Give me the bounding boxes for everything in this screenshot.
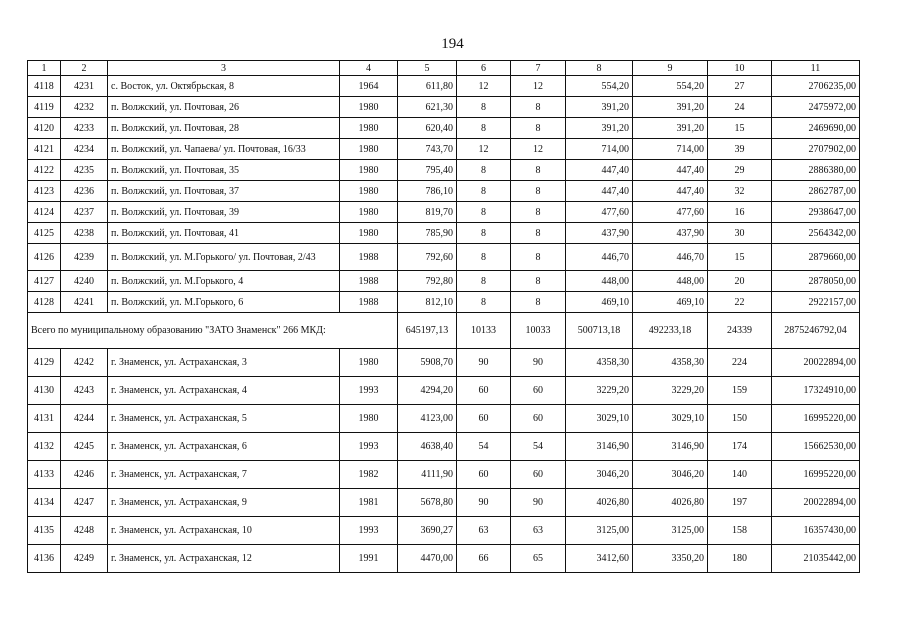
table-cell: 4246 xyxy=(61,461,108,489)
table-cell: 1980 xyxy=(340,223,398,244)
table-cell: 24 xyxy=(708,97,772,118)
table-cell: 8 xyxy=(511,271,566,292)
table-cell: 792,60 xyxy=(398,244,457,271)
table-cell: 12 xyxy=(457,76,511,97)
table-cell: 447,40 xyxy=(566,160,633,181)
table-cell: 54 xyxy=(511,433,566,461)
table-cell: 1980 xyxy=(340,118,398,139)
table-cell: 4111,90 xyxy=(398,461,457,489)
table-cell: 16357430,00 xyxy=(772,517,860,545)
table-cell: 8 xyxy=(511,118,566,139)
table-cell: 792,80 xyxy=(398,271,457,292)
table-cell: 554,20 xyxy=(633,76,708,97)
table-cell: 620,40 xyxy=(398,118,457,139)
table-cell: 3690,27 xyxy=(398,517,457,545)
table-cell: 8 xyxy=(457,244,511,271)
table-cell: 4026,80 xyxy=(633,489,708,517)
table-cell: 3125,00 xyxy=(566,517,633,545)
table-cell: 60 xyxy=(511,461,566,489)
table-cell: 1980 xyxy=(340,349,398,377)
table-cell: 1991 xyxy=(340,545,398,573)
table-row xyxy=(28,545,860,573)
table-cell: 30 xyxy=(708,223,772,244)
table-cell: 4119 xyxy=(28,97,61,118)
table-cell: 446,70 xyxy=(566,244,633,271)
table-cell: 8 xyxy=(511,223,566,244)
table-cell: 8 xyxy=(457,160,511,181)
table-cell: 4232 xyxy=(61,97,108,118)
column-header: 9 xyxy=(633,61,708,76)
table-cell: 2475972,00 xyxy=(772,97,860,118)
table-cell: г. Знаменск, ул. Астраханская, 3 xyxy=(108,349,340,377)
table-cell: 17324910,00 xyxy=(772,377,860,405)
table-cell: 4247 xyxy=(61,489,108,517)
table-cell: 3350,20 xyxy=(633,545,708,573)
table-row xyxy=(28,489,860,517)
table-cell: 4136 xyxy=(28,545,61,573)
table-cell: 448,00 xyxy=(633,271,708,292)
table-cell: 90 xyxy=(511,489,566,517)
table-cell: 477,60 xyxy=(566,202,633,223)
table-cell: 150 xyxy=(708,405,772,433)
table-cell: 4236 xyxy=(61,181,108,202)
table-cell: 29 xyxy=(708,160,772,181)
table-cell: 4249 xyxy=(61,545,108,573)
table-cell: 3029,10 xyxy=(633,405,708,433)
column-header: 6 xyxy=(457,61,511,76)
table-cell: 8 xyxy=(511,244,566,271)
table-cell: 16995220,00 xyxy=(772,461,860,489)
column-header: 5 xyxy=(398,61,457,76)
table-cell: 743,70 xyxy=(398,139,457,160)
table-cell: 447,40 xyxy=(633,181,708,202)
column-header: 8 xyxy=(566,61,633,76)
table-cell: 5908,70 xyxy=(398,349,457,377)
table-cell: 437,90 xyxy=(566,223,633,244)
table-cell: 4358,30 xyxy=(633,349,708,377)
table-cell: 63 xyxy=(457,517,511,545)
table-cell: 39 xyxy=(708,139,772,160)
table-cell: 4238 xyxy=(61,223,108,244)
total-label: Всего по муниципальному образованию "ЗАТО Знаменск" 266 МКД: xyxy=(28,313,398,349)
table-cell: 3229,20 xyxy=(633,377,708,405)
table-cell: 4122 xyxy=(28,160,61,181)
table-cell: 4121 xyxy=(28,139,61,160)
table-cell: г. Знаменск, ул. Астраханская, 7 xyxy=(108,461,340,489)
table-cell: 391,20 xyxy=(566,118,633,139)
table-cell: 714,00 xyxy=(566,139,633,160)
table-cell: 4244 xyxy=(61,405,108,433)
table-cell: 12 xyxy=(511,76,566,97)
table-row xyxy=(28,97,860,118)
table-cell: 20022894,00 xyxy=(772,349,860,377)
table-cell: 60 xyxy=(457,405,511,433)
housing-register-table xyxy=(27,60,860,573)
total-value: 645197,13 xyxy=(398,313,457,349)
table-cell: 8 xyxy=(457,202,511,223)
table-cell: 4237 xyxy=(61,202,108,223)
table-cell: 469,10 xyxy=(566,292,633,313)
table-cell: 4234 xyxy=(61,139,108,160)
table-cell: 4245 xyxy=(61,433,108,461)
table-cell: 66 xyxy=(457,545,511,573)
table-row xyxy=(28,223,860,244)
table-cell: 2862787,00 xyxy=(772,181,860,202)
table-cell: 1980 xyxy=(340,139,398,160)
table-cell: 469,10 xyxy=(633,292,708,313)
table-cell: 8 xyxy=(457,97,511,118)
column-header: 4 xyxy=(340,61,398,76)
table-cell: 8 xyxy=(457,271,511,292)
table-cell: 8 xyxy=(511,181,566,202)
table-cell: 3146,90 xyxy=(566,433,633,461)
table-cell: 819,70 xyxy=(398,202,457,223)
table-cell: 4123,00 xyxy=(398,405,457,433)
column-header: 3 xyxy=(108,61,340,76)
table-cell: 2706235,00 xyxy=(772,76,860,97)
table-cell: 477,60 xyxy=(633,202,708,223)
table-cell: 1982 xyxy=(340,461,398,489)
table-row xyxy=(28,377,860,405)
table-cell: 1988 xyxy=(340,292,398,313)
table-cell: 32 xyxy=(708,181,772,202)
table-row xyxy=(28,139,860,160)
table-cell: 446,70 xyxy=(633,244,708,271)
table-cell: п. Волжский, ул. М.Горького, 6 xyxy=(108,292,340,313)
table-cell: 4243 xyxy=(61,377,108,405)
table-cell: п. Волжский, ул. Почтовая, 39 xyxy=(108,202,340,223)
table-row xyxy=(28,517,860,545)
table-cell: 4248 xyxy=(61,517,108,545)
table-cell: 90 xyxy=(457,349,511,377)
table-cell: 4118 xyxy=(28,76,61,97)
table-cell: 4133 xyxy=(28,461,61,489)
table-cell: 63 xyxy=(511,517,566,545)
table-cell: 795,40 xyxy=(398,160,457,181)
table-cell: 180 xyxy=(708,545,772,573)
table-cell: 4240 xyxy=(61,271,108,292)
table-cell: 4135 xyxy=(28,517,61,545)
table-cell: 3412,60 xyxy=(566,545,633,573)
table-cell: 3046,20 xyxy=(633,461,708,489)
table-cell: 60 xyxy=(511,405,566,433)
table-row xyxy=(28,405,860,433)
table-cell: 12 xyxy=(457,139,511,160)
table-cell: 611,80 xyxy=(398,76,457,97)
table-cell: 4127 xyxy=(28,271,61,292)
table-row xyxy=(28,461,860,489)
table-cell: 2886380,00 xyxy=(772,160,860,181)
table-cell: 1993 xyxy=(340,517,398,545)
table-cell: 447,40 xyxy=(566,181,633,202)
table-cell: 27 xyxy=(708,76,772,97)
table-cell: 16 xyxy=(708,202,772,223)
table-cell: 60 xyxy=(457,461,511,489)
table-cell: 4235 xyxy=(61,160,108,181)
table-cell: 1964 xyxy=(340,76,398,97)
table-cell: 4470,00 xyxy=(398,545,457,573)
table-cell: 4638,40 xyxy=(398,433,457,461)
table-cell: 54 xyxy=(457,433,511,461)
table-cell: 621,30 xyxy=(398,97,457,118)
table-cell: 4233 xyxy=(61,118,108,139)
table-cell: 8 xyxy=(511,202,566,223)
table-cell: 4131 xyxy=(28,405,61,433)
total-value: 10133 xyxy=(457,313,511,349)
table-cell: 3046,20 xyxy=(566,461,633,489)
table-cell: 785,90 xyxy=(398,223,457,244)
table-cell: 158 xyxy=(708,517,772,545)
table-cell: 15 xyxy=(708,118,772,139)
table-row xyxy=(28,433,860,461)
table-cell: 20022894,00 xyxy=(772,489,860,517)
table-cell: п. Волжский, ул. Почтовая, 35 xyxy=(108,160,340,181)
table-cell: 4120 xyxy=(28,118,61,139)
table-cell: п. Волжский, ул. Почтовая, 26 xyxy=(108,97,340,118)
table-cell: 447,40 xyxy=(633,160,708,181)
table-cell: 60 xyxy=(511,377,566,405)
table-cell: 3029,10 xyxy=(566,405,633,433)
table-cell: 8 xyxy=(511,292,566,313)
table-cell: 22 xyxy=(708,292,772,313)
table-cell: 4125 xyxy=(28,223,61,244)
table-row xyxy=(28,271,860,292)
table-cell: 1993 xyxy=(340,377,398,405)
table-cell: п. Волжский, ул. М.Горького/ ул. Почтовая, 2/43 xyxy=(108,244,340,271)
table-cell: 224 xyxy=(708,349,772,377)
table-cell: 3229,20 xyxy=(566,377,633,405)
table-cell: 8 xyxy=(511,97,566,118)
table-cell: г. Знаменск, ул. Астраханская, 12 xyxy=(108,545,340,573)
page-number: 194 xyxy=(441,36,464,52)
table-cell: 3125,00 xyxy=(633,517,708,545)
table-cell: 8 xyxy=(511,160,566,181)
table-row xyxy=(28,118,860,139)
table-cell: п. Волжский, ул. Почтовая, 41 xyxy=(108,223,340,244)
table-cell: 2469690,00 xyxy=(772,118,860,139)
table-cell: 2879660,00 xyxy=(772,244,860,271)
table-cell: 554,20 xyxy=(566,76,633,97)
column-header: 11 xyxy=(772,61,860,76)
table-cell: 15 xyxy=(708,244,772,271)
table-row xyxy=(28,160,860,181)
table-row xyxy=(28,202,860,223)
table-cell: 2922157,00 xyxy=(772,292,860,313)
table-cell: 197 xyxy=(708,489,772,517)
table-cell: 786,10 xyxy=(398,181,457,202)
table-cell: г. Знаменск, ул. Астраханская, 5 xyxy=(108,405,340,433)
table-cell: п. Волжский, ул. Чапаева/ ул. Почтовая, 16/33 xyxy=(108,139,340,160)
table-cell: п. Волжский, ул. Почтовая, 37 xyxy=(108,181,340,202)
table-cell: 1981 xyxy=(340,489,398,517)
table-cell: 4294,20 xyxy=(398,377,457,405)
table-cell: 1993 xyxy=(340,433,398,461)
table-cell: с. Восток, ул. Октябрьская, 8 xyxy=(108,76,340,97)
column-header: 2 xyxy=(61,61,108,76)
table-cell: 8 xyxy=(457,181,511,202)
table-cell: 20 xyxy=(708,271,772,292)
table-cell: 5678,80 xyxy=(398,489,457,517)
table-cell: 437,90 xyxy=(633,223,708,244)
table-cell: 3146,90 xyxy=(633,433,708,461)
table-cell: 140 xyxy=(708,461,772,489)
table-cell: 391,20 xyxy=(633,118,708,139)
table-cell: 391,20 xyxy=(566,97,633,118)
table-cell: 8 xyxy=(457,292,511,313)
table-cell: 4241 xyxy=(61,292,108,313)
table-row xyxy=(28,244,860,271)
table-cell: 4134 xyxy=(28,489,61,517)
table-cell: 4123 xyxy=(28,181,61,202)
table-cell: 1980 xyxy=(340,181,398,202)
table-cell: 2564342,00 xyxy=(772,223,860,244)
table-cell: 1980 xyxy=(340,160,398,181)
column-header: 7 xyxy=(511,61,566,76)
table-cell: 714,00 xyxy=(633,139,708,160)
table-header-row xyxy=(28,61,860,76)
table-cell: г. Знаменск, ул. Астраханская, 4 xyxy=(108,377,340,405)
total-row xyxy=(28,313,860,349)
table-cell: 8 xyxy=(457,118,511,139)
table-cell: п. Волжский, ул. М.Горького, 4 xyxy=(108,271,340,292)
table-cell: 8 xyxy=(457,223,511,244)
total-value: 492233,18 xyxy=(633,313,708,349)
table-cell: 90 xyxy=(511,349,566,377)
column-header: 10 xyxy=(708,61,772,76)
table-cell: 1988 xyxy=(340,271,398,292)
table-row xyxy=(28,181,860,202)
table-cell: 4239 xyxy=(61,244,108,271)
table-cell: 12 xyxy=(511,139,566,160)
table-cell: г. Знаменск, ул. Астраханская, 9 xyxy=(108,489,340,517)
table-cell: 4242 xyxy=(61,349,108,377)
table-cell: 4126 xyxy=(28,244,61,271)
table-row xyxy=(28,76,860,97)
table-cell: п. Волжский, ул. Почтовая, 28 xyxy=(108,118,340,139)
table-cell: 4130 xyxy=(28,377,61,405)
table-cell: 4358,30 xyxy=(566,349,633,377)
total-value: 24339 xyxy=(708,313,772,349)
table-cell: 60 xyxy=(457,377,511,405)
table-cell: 4132 xyxy=(28,433,61,461)
table-cell: 174 xyxy=(708,433,772,461)
table-cell: 21035442,00 xyxy=(772,545,860,573)
table-cell: 90 xyxy=(457,489,511,517)
table-cell: 15662530,00 xyxy=(772,433,860,461)
table-cell: 4026,80 xyxy=(566,489,633,517)
table-cell: 16995220,00 xyxy=(772,405,860,433)
table-cell: 1980 xyxy=(340,405,398,433)
total-value: 2875246792,04 xyxy=(772,313,860,349)
table-cell: 2707902,00 xyxy=(772,139,860,160)
table-cell: 159 xyxy=(708,377,772,405)
column-header: 1 xyxy=(28,61,61,76)
total-value: 10033 xyxy=(511,313,566,349)
table-cell: 812,10 xyxy=(398,292,457,313)
total-value: 500713,18 xyxy=(566,313,633,349)
table-cell: 2938647,00 xyxy=(772,202,860,223)
table-row xyxy=(28,349,860,377)
table-cell: 1980 xyxy=(340,97,398,118)
table-cell: 1988 xyxy=(340,244,398,271)
table-cell: г. Знаменск, ул. Астраханская, 10 xyxy=(108,517,340,545)
table-cell: 4124 xyxy=(28,202,61,223)
table-cell: г. Знаменск, ул. Астраханская, 6 xyxy=(108,433,340,461)
table-cell: 1980 xyxy=(340,202,398,223)
table-cell: 391,20 xyxy=(633,97,708,118)
table-cell: 4128 xyxy=(28,292,61,313)
table-row xyxy=(28,292,860,313)
table-cell: 448,00 xyxy=(566,271,633,292)
table-cell: 4231 xyxy=(61,76,108,97)
table-cell: 65 xyxy=(511,545,566,573)
table-cell: 4129 xyxy=(28,349,61,377)
table-cell: 2878050,00 xyxy=(772,271,860,292)
